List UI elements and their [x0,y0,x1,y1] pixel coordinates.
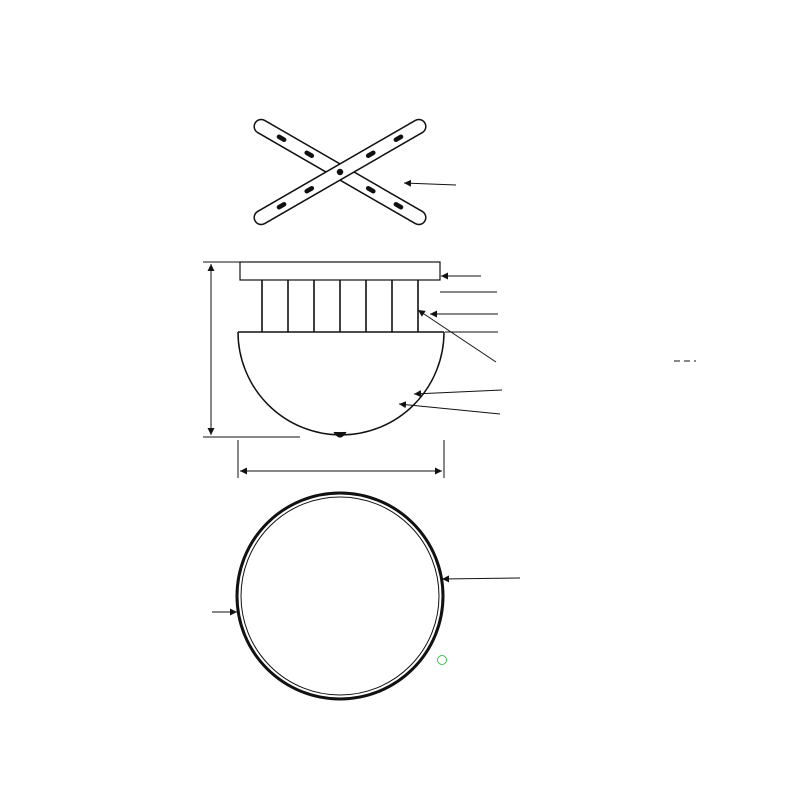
height-dimension [203,262,300,437]
ceiling-plate [240,262,440,280]
top-view-disc [237,493,443,699]
diameter-dimension [212,578,520,612]
hanging-rods [262,280,418,332]
metal-hook-cross [252,117,429,227]
led-legend-icon [437,655,447,665]
bowl-outline [238,332,444,435]
side-elevation [238,262,444,437]
width-dimension [238,440,444,478]
callout-leaders [399,183,696,414]
